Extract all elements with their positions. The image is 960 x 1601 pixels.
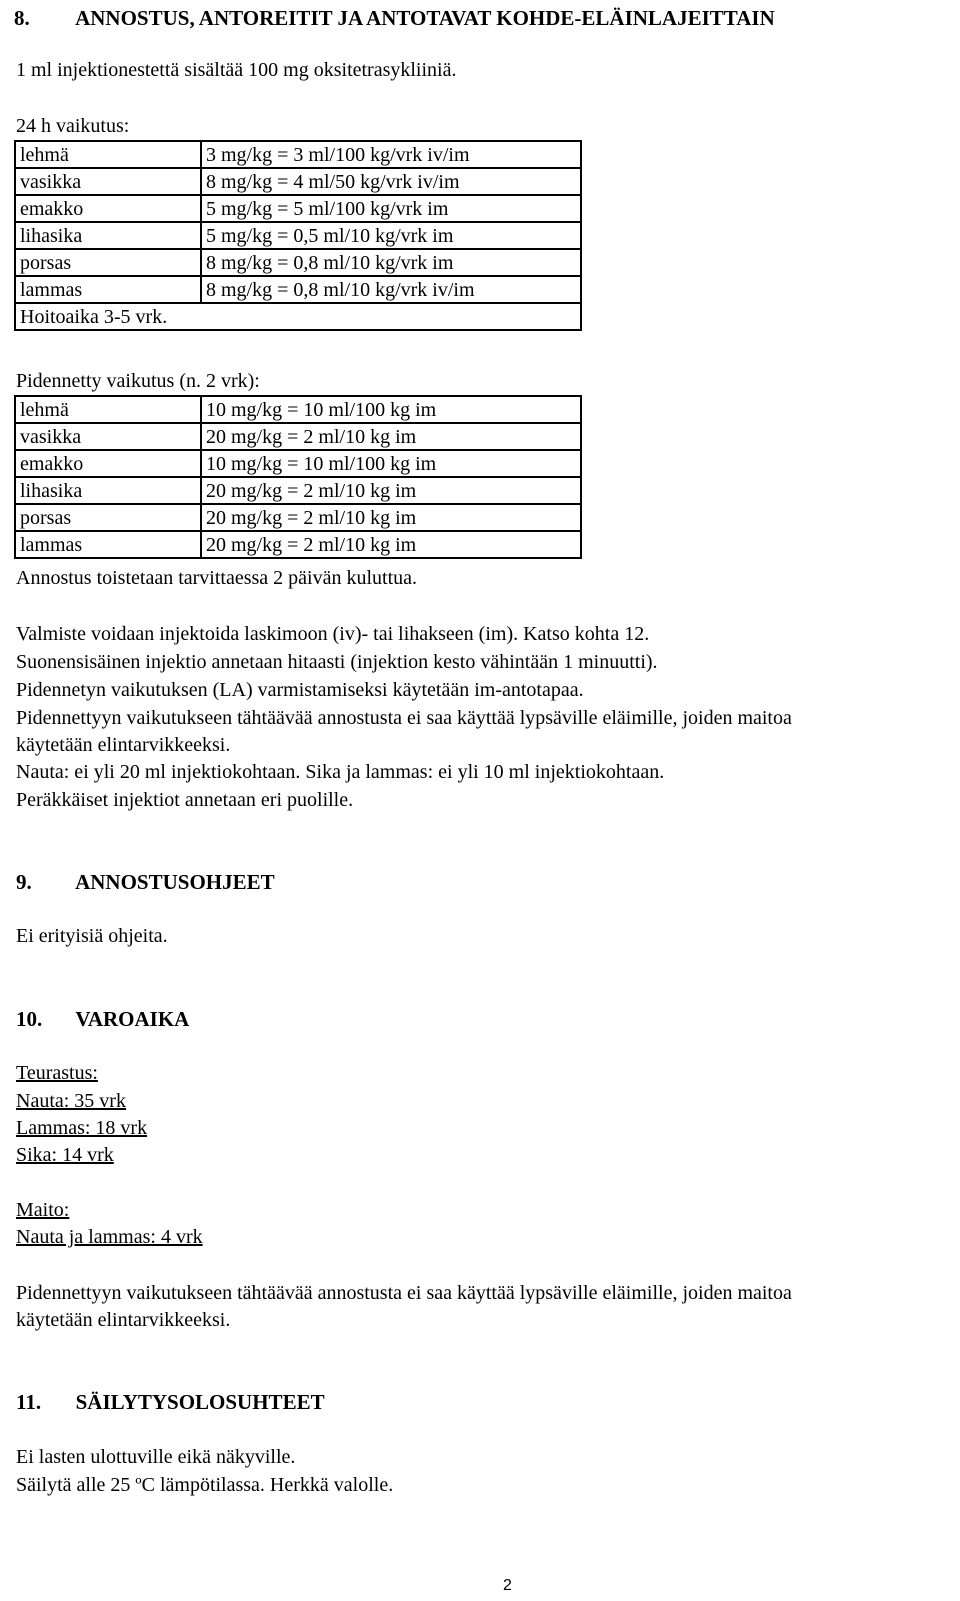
section-8-number: 8. [14, 6, 30, 30]
section-11-heading [16, 1389, 325, 1415]
dose-cell: 5 mg/kg = 5 ml/100 kg/vrk im [201, 195, 581, 222]
withdrawal-line: Nauta: 35 vrk [16, 1090, 126, 1112]
storage-line: Ei lasten ulottuville eikä näkyville. [16, 1446, 296, 1468]
table-row [15, 423, 581, 450]
species-cell: lammas [15, 276, 201, 303]
section-11-number: 11. [16, 1390, 42, 1414]
table-row [15, 195, 581, 222]
withdrawal-line: Lammas: 18 vrk [16, 1117, 148, 1139]
note-line: Valmiste voidaan injektoida laskimoon (iv)- tai lihakseen (im). Katso kohta 12. [16, 623, 650, 645]
effect-24h-table [14, 140, 582, 331]
note-line: Pidennetyn vaikutuksen (LA) varmistamiseksi käytetään im-antotapaa. [16, 679, 584, 701]
table-row [15, 222, 581, 249]
dose-cell: 8 mg/kg = 4 ml/50 kg/vrk iv/im [201, 168, 581, 195]
dose-cell: 20 mg/kg = 2 ml/10 kg im [201, 504, 581, 531]
note-line: Pidennettyyn vaikutukseen tähtäävää annostusta ei saa käyttää lypsäville eläimille, joiden maitoa [16, 707, 792, 729]
withdrawal-line: Nauta ja lammas: 4 vrk [16, 1226, 203, 1248]
table-row [15, 141, 581, 168]
species-cell: porsas [15, 249, 201, 276]
species-cell: emakko [15, 195, 201, 222]
page-number: 2 [503, 1577, 512, 1594]
species-cell: vasikka [15, 168, 201, 195]
section-8-intro: 1 ml injektionestettä sisältää 100 mg oksitetrasykliiniä. [16, 59, 457, 81]
table-row [15, 168, 581, 195]
table-row [15, 303, 581, 330]
dose-cell: 8 mg/kg = 0,8 ml/10 kg/vrk im [201, 249, 581, 276]
species-cell: emakko [15, 450, 201, 477]
species-cell: vasikka [15, 423, 201, 450]
species-cell: lehmä [15, 141, 201, 168]
dose-cell: 8 mg/kg = 0,8 ml/10 kg/vrk iv/im [201, 276, 581, 303]
table-row [15, 450, 581, 477]
effect-long-table [14, 395, 582, 559]
storage-line: Säilytä alle 25 ºC lämpötilassa. Herkkä valolle. [16, 1474, 394, 1496]
dose-cell: 3 mg/kg = 3 ml/100 kg/vrk iv/im [201, 141, 581, 168]
table-row [15, 504, 581, 531]
section-10-number: 10. [16, 1007, 43, 1031]
section-9-number: 9. [16, 870, 32, 894]
dose-cell: 10 mg/kg = 10 ml/100 kg im [201, 396, 581, 423]
effect-long-heading: Pidennetty vaikutus (n. 2 vrk): [16, 370, 260, 392]
table-row [15, 531, 581, 558]
species-cell: lehmä [15, 396, 201, 423]
effect-24h-heading: 24 h vaikutus: [16, 115, 130, 137]
repeat-dose-note: Annostus toistetaan tarvittaessa 2 päivän kuluttua. [16, 567, 418, 589]
slaughter-heading: Teurastus: [16, 1062, 98, 1084]
dose-cell: 20 mg/kg = 2 ml/10 kg im [201, 423, 581, 450]
species-cell: lammas [15, 531, 201, 558]
section-8-heading [14, 5, 775, 31]
section-8-title: ANNOSTUS, ANTOREITIT JA ANTOTAVAT KOHDE-ELÄINLAJEITTAIN [75, 6, 775, 30]
dose-cell: 10 mg/kg = 10 ml/100 kg im [201, 450, 581, 477]
table-row [15, 249, 581, 276]
note-line: käytetään elintarvikkeeksi. [16, 1309, 231, 1331]
milk-heading: Maito: [16, 1199, 70, 1221]
note-line: Pidennettyyn vaikutukseen tähtäävää annostusta ei saa käyttää lypsäville eläimille, joiden maitoa [16, 1282, 792, 1304]
treatment-duration: Hoitoaika 3-5 vrk. [15, 303, 581, 330]
section-10-title: VAROAIKA [75, 1007, 190, 1031]
table-row [15, 396, 581, 423]
dose-cell: 20 mg/kg = 2 ml/10 kg im [201, 531, 581, 558]
section-9-heading [16, 869, 275, 895]
species-cell: lihasika [15, 222, 201, 249]
note-line: Peräkkäiset injektiot annetaan eri puolille. [16, 789, 354, 811]
section-10-heading [16, 1006, 189, 1032]
table-row [15, 276, 581, 303]
dose-cell: 5 mg/kg = 0,5 ml/10 kg/vrk im [201, 222, 581, 249]
section-9-title: ANNOSTUSOHJEET [75, 870, 275, 894]
section-9-text: Ei erityisiä ohjeita. [16, 925, 168, 947]
withdrawal-line: Sika: 14 vrk [16, 1144, 114, 1166]
section-11-title: SÄILYTYSOLOSUHTEET [75, 1390, 325, 1414]
note-line: Nauta: ei yli 20 ml injektiokohtaan. Sika ja lammas: ei yli 10 ml injektiokohtaan. [16, 761, 665, 783]
table-row [15, 477, 581, 504]
note-line: käytetään elintarvikkeeksi. [16, 734, 231, 756]
species-cell: lihasika [15, 477, 201, 504]
note-line: Suonensisäinen injektio annetaan hitaasti (injektion kesto vähintään 1 minuutti). [16, 651, 658, 673]
species-cell: porsas [15, 504, 201, 531]
dose-cell: 20 mg/kg = 2 ml/10 kg im [201, 477, 581, 504]
